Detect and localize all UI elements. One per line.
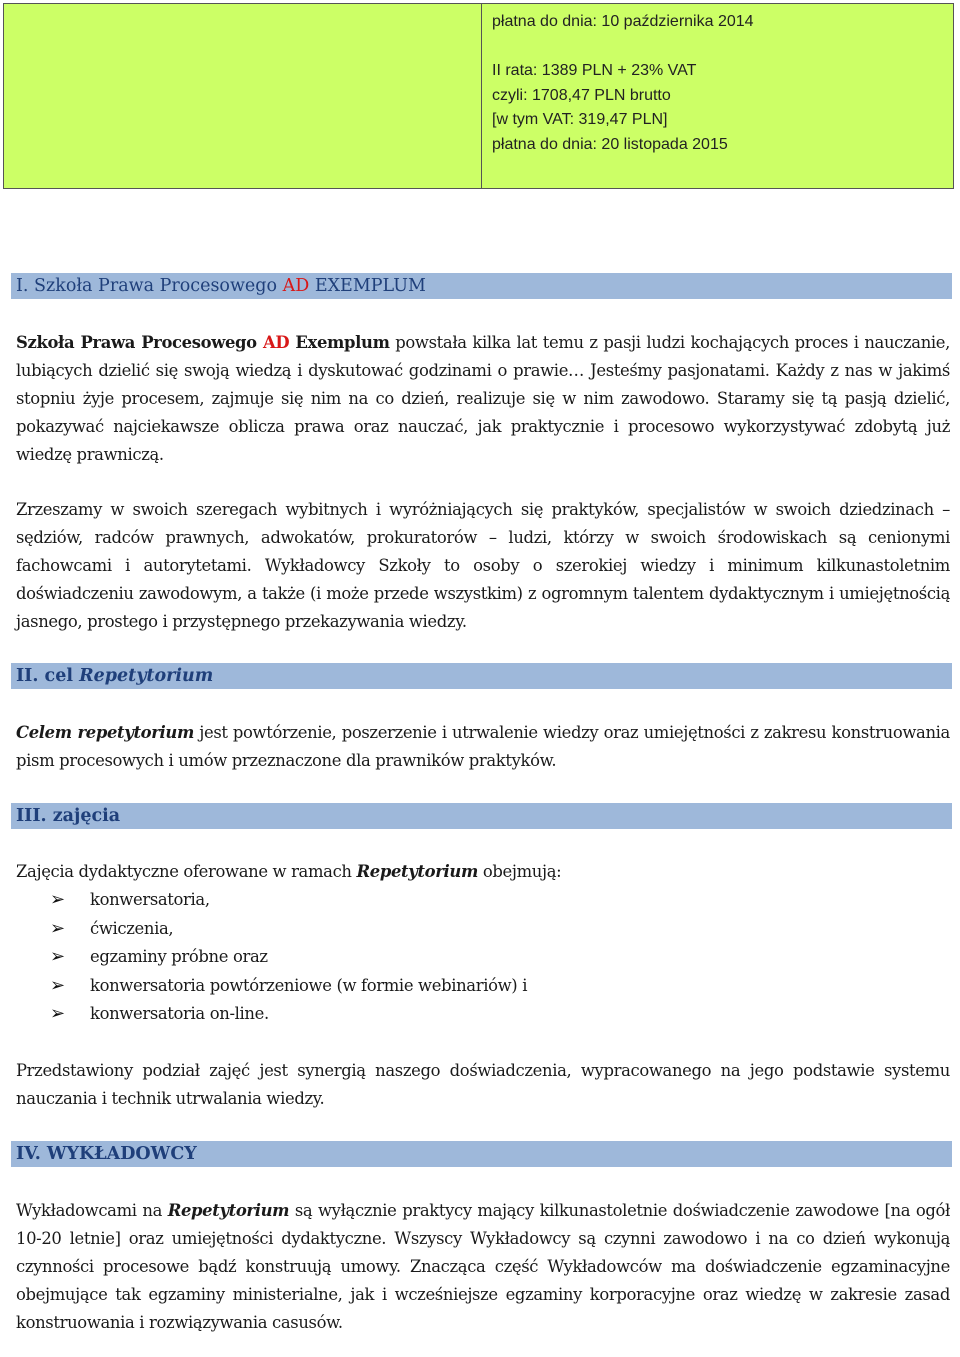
payment-line: czyli: 1708,47 PLN brutto bbox=[492, 86, 671, 104]
list-item: ➢ egzaminy próbne oraz bbox=[50, 943, 527, 972]
arrow-bullet-icon: ➢ bbox=[50, 946, 65, 967]
section-1-heading: I. Szkoła Prawa Procesowego AD EXEMPLUM bbox=[11, 273, 952, 299]
list-item: ➢ ćwiczenia, bbox=[50, 915, 527, 944]
class-types-list bbox=[50, 886, 527, 1029]
list-item: ➢ konwersatoria powtórzeniowe (w formie webinariów) i bbox=[50, 972, 527, 1001]
payment-table bbox=[3, 3, 954, 189]
payment-line: II rata: 1389 PLN + 23% VAT bbox=[492, 62, 697, 79]
arrow-bullet-icon: ➢ bbox=[50, 1003, 65, 1024]
payment-line: płatna do dnia: 10 października 2014 bbox=[492, 13, 754, 30]
payment-table-left-cell bbox=[4, 4, 482, 188]
list-item: ➢ konwersatoria, bbox=[50, 886, 527, 915]
payment-table-right-cell bbox=[482, 4, 953, 188]
section-3-intro: Zajęcia dydaktyczne oferowane w ramach Repetytorium obejmują: bbox=[16, 862, 562, 881]
arrow-bullet-icon: ➢ bbox=[50, 889, 65, 910]
section-2-paragraph: Celem repetytorium jest powtórzenie, poszerzenie i utrwalenie wiedzy oraz umiejętności z zakresu konstruowania pism procesowych i umów przeznaczone dla prawników praktyków. bbox=[16, 723, 950, 770]
section-3-outro: Przedstawiony podział zajęć jest synergią naszego doświadczenia, wypracowanego na jego podstawie systemu nauczania i technik utrwalania wiedzy. bbox=[16, 1061, 950, 1108]
payment-line: [w tym VAT: 319,47 PLN] bbox=[492, 111, 668, 128]
section-4-heading: IV. WYKŁADOWCY bbox=[11, 1141, 952, 1167]
arrow-bullet-icon: ➢ bbox=[50, 917, 65, 939]
section-1-paragraph-1: Szkoła Prawa Procesowego AD Exemplum powstała kilka lat temu z pasji ludzi kochających proces i nauczanie, lubiących dzielić się swoją wiedzą i dyskutować godzinami o prawie… Jesteśmy pasjonatami. Każdy z nas w jakimś stopniu żyje procesem, zajmuje się nim na co dzień, realizuje się w nim zawodowo. Staramy się tą pasją dzielić, pokazywać najciekawsze oblicza prawa oraz nauczać, jak praktycznie i procesowo wykorzystywać zdobytą już wiedzę prawniczą. bbox=[16, 333, 951, 464]
section-3-heading: III. zajęcia bbox=[11, 803, 952, 829]
section-1-paragraph-2: Zrzeszamy w swoich szeregach wybitnych i wyróżniających się praktyków, specjalistów w swoich dziedzinach – sędziów, radców prawnych, adwokatów, prokuratorów – ludzi, którzy w swoich środowiskach są cenionymi fachowcami i autorytetami. Wykładowcy Szkoły to osoby o szerokiej wiedzy i minimum kilkunastoletnim doświadczeniu zawodowym, a także (i może przede wszystkim) z ogromnym talentem dydaktycznym i umiejętnością jasnego, prostego i przystępnego przekazywania wiedzy. bbox=[16, 500, 950, 631]
payment-line: płatna do dnia: 20 listopada 2015 bbox=[492, 135, 728, 153]
section-4-paragraph: Wykładowcami na Repetytorium są wyłącznie praktycy mający kilkunastoletnie doświadczenie zawodowe [na ogół 10-20 letnie] oraz umiejętności dydaktyczne. Wszyscy Wykładowcy są czynni zawodowo i na co dzień wykonują czynności procesowe bądź konstruują umowy. Znacząca część Wykładowców ma doświadczenie egzaminacyjne obejmujące tak egzaminy ministerialne, jak i wcześniejsze egzaminy korporacyjne oraz wiedzę w zakresie zasad konstruowania i rozwiązywania casusów. bbox=[16, 1201, 951, 1332]
section-2-heading: II. cel Repetytorium bbox=[11, 663, 952, 689]
list-item: ➢ konwersatoria on-line. bbox=[50, 1000, 527, 1029]
arrow-bullet-icon: ➢ bbox=[50, 974, 65, 996]
